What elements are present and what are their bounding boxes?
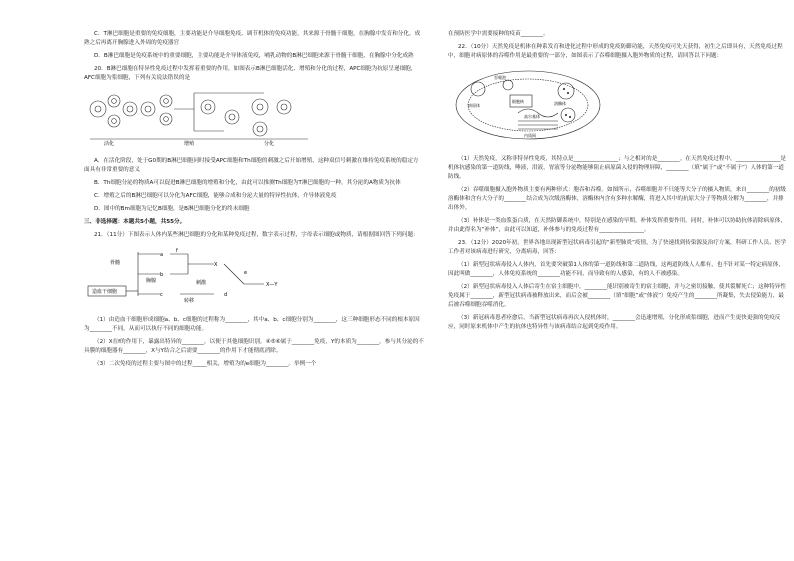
option-c-20: C．增殖之后的B淋巴细胞可以分化为AFC细胞，能够合成和分泌大量的特异性抗体，介导体液免疫 (94, 193, 337, 199)
label-thymus: 胸腺 (146, 278, 157, 284)
option-b-20: B．Th细胞分泌的物质A可以促进B淋巴细胞的增殖和分化，由此可以推测Th细胞为T淋巴细胞的一种，其分泌的A物质为抗体 (94, 180, 401, 186)
figure-22 (448, 65, 788, 149)
stage-differentiation: 分化 (264, 141, 275, 147)
label-pathogen: 病原体 (468, 103, 480, 108)
question-21-1: （1）由造血干细胞形成细胞a、b、c细胞的过程称为________，其中a、b、c细胞分别为________，这三种细胞形态不同的根本原因为________不同，从而可以执行不同的细胞功能。 (84, 317, 420, 332)
left-column (84, 30, 424, 373)
question-22-1: （1）天然免疫，又称非特异性免疫，其特点是________________；与之相对的是________。在天然免疫过程中，________________是机体抗感染的第一道防线，唾液，泪液，胃液等分泌物能够阻止病原菌入侵的物理屏障，________（填“属于”或“不属于”）人体的第一道防线。 (448, 156, 786, 180)
stage-proliferation: 增殖 (184, 141, 195, 147)
label-b: b (160, 272, 164, 278)
question-22-2: （2）吞噬细胞摄入胞外物质主要有两种形式：胞吞和吞噬。如图所示，吞噬细胞并不只能等大分子的摄入物质，来自________的初级溶酶体和含有大分子的________结合成为次级溶酶体，溶酶体内含有多种水解酶，将进入其中的抗原大分子等物质分解为________，并排出体外。 (448, 187, 786, 211)
question-23-1: （1）新型冠状病毒侵入人体内，首先要突破第1人体的第一道防线和第二道防线，这两道防线人人都有，也不针对某一特定病原体，因此叫做________，人体免疫系统的________功能不同，而导致有的人感染，有的人不被感染。 (448, 262, 784, 277)
question-21-3-cont: 在预防医学中需要接种的疫苗________。 (448, 31, 549, 37)
label-d: d (224, 292, 228, 298)
section-3-heading: 三、非选择题：本题共5小题，共55分。 (84, 219, 186, 225)
label-a: a (160, 252, 164, 258)
question-22: 22．（10分）天然免疫是机体在种系发育和进化过程中形成的免疫防御功能，天然免疫可先天获得，初生之后即具有，天然免疫过程中，细胞对病原体的吞噬作用是最重要的一部分，如图表示了吞噬细胞摄入胞外物质的过程，请回答以下问题： (448, 44, 783, 59)
question-20: 20．B淋巴细胞在特异性免疫过程中发挥着重要的作用，如图表示B淋巴细胞活化、增殖和分化的过程，APC细胞为抗原呈递细胞，AFC细胞为浆细胞，下列有关说法错误的是 (84, 66, 417, 81)
label-stim: 刺激 (196, 280, 207, 286)
label-er: 内质网 (524, 133, 536, 138)
label-bone-marrow: 骨髓 (110, 260, 121, 266)
question-21-3: （3）二次免疫的过程主要与图中的过程_____相关，增殖为的e细胞为________。举例一个 (94, 361, 317, 367)
question-21: 21．（11分）下图表示人体内某些淋巴细胞的分化和某种免疫过程，数字表示过程，字母表示细胞或物质，请根据图回答下列问题： (94, 232, 419, 238)
label-golgi: 高尔基体 (524, 114, 540, 119)
label-x: X (214, 262, 218, 268)
stage-activation: 活化 (104, 141, 115, 147)
figure-20 (84, 87, 424, 151)
option-d-prev: D．B淋巴细胞是免疫系统中的重要细胞，主要功能是介导体液免疫，哺乳动物的B淋巴细胞来源于骨髓干细胞，在胸腺中分化成熟 (94, 53, 414, 59)
question-23: 23．（12分）2020年初，世界各地出现新型冠状病毒引起的“新型肺炎”疫情，为了快速找到传染源及治疗方案，科研工作人员、医学工作者对该病毒进行研究，分离病毒，回答： (448, 240, 786, 255)
label-e: e (244, 270, 248, 276)
phagocyte-diagram (448, 65, 608, 145)
figure-21 (84, 244, 424, 310)
question-23-3: （3）新冠病毒患者痊愈后，当新型冠状病毒再次入侵机体时，________会迅速增殖，分化形成浆细胞，进而产生更快更强的免疫反应，同时原来机体中产生的抗体也特异性与该病毒结合起到免疫作用。 (448, 315, 781, 330)
question-22-3: （3）补体是一类血浆蛋白质，在天然防御系统中，特别是在感染的早期，补体发挥重要作用。同时，补体可以协助抗体清除病原体，并由此得名为“补体”，由此可以知道，补体参与的免疫过程有________________。 (448, 218, 786, 233)
label-xy: X—Y (266, 282, 278, 288)
label-c: c (160, 292, 163, 298)
label-transfer: 转移 (184, 298, 195, 304)
label-vacuole: 吞噬泡 (494, 75, 506, 80)
question-21-2: （2）X在f的作用下，暴露出特异的________，以便于其他细胞识别。④⑤⑥属于________免疫，Y的本质为________，参与其分泌的不具膜的细胞器有________，X与Y结合之后需要________的作用下才能彻底消除。 (84, 339, 424, 354)
b-cell-activation-diagram (84, 87, 314, 147)
label-hsc: 造血干细胞 (92, 289, 118, 295)
option-d-20: D．图中的Bm细胞为记忆B细胞，是B淋巴细胞分化的终末细胞 (94, 206, 250, 212)
label-nucleus: 细胞核 (512, 99, 524, 104)
label-lysosome: 溶酶体 (554, 101, 566, 106)
right-column (448, 30, 788, 336)
label-f: f (176, 248, 178, 254)
option-c-prev: C．T淋巴细胞是重要的免疫细胞，主要功能是介导细胞免疫、调节机体的免疫功能，其来源于骨髓干细胞，在胸腺中发育和分化，成熟之后再离开胸腺进入外周的免疫器官 (84, 31, 421, 46)
option-a-20: A．在活化阶段，处于G0期的B淋巴细胞同时接受APC细胞和Th细胞的刺激之后开始增殖，这种双信号刺激在维持免疫系统的稳定方面具有非常重要的意义 (84, 158, 419, 173)
question-23-2: （2）新型冠状病毒侵入人体后寄生在宿主细胞中，________能识别被寄生的宿主细胞，并与之密切接触，使其裂解死亡；这种特异性免疫属于________，新型冠状病毒被释放出来，而后会被________（填“细胞”或“体液”）免疫产生的________所凝集，失去侵染能力，最后被吞噬细胞吞噬消化。 (448, 284, 786, 308)
lymphocyte-diagram (84, 244, 304, 306)
